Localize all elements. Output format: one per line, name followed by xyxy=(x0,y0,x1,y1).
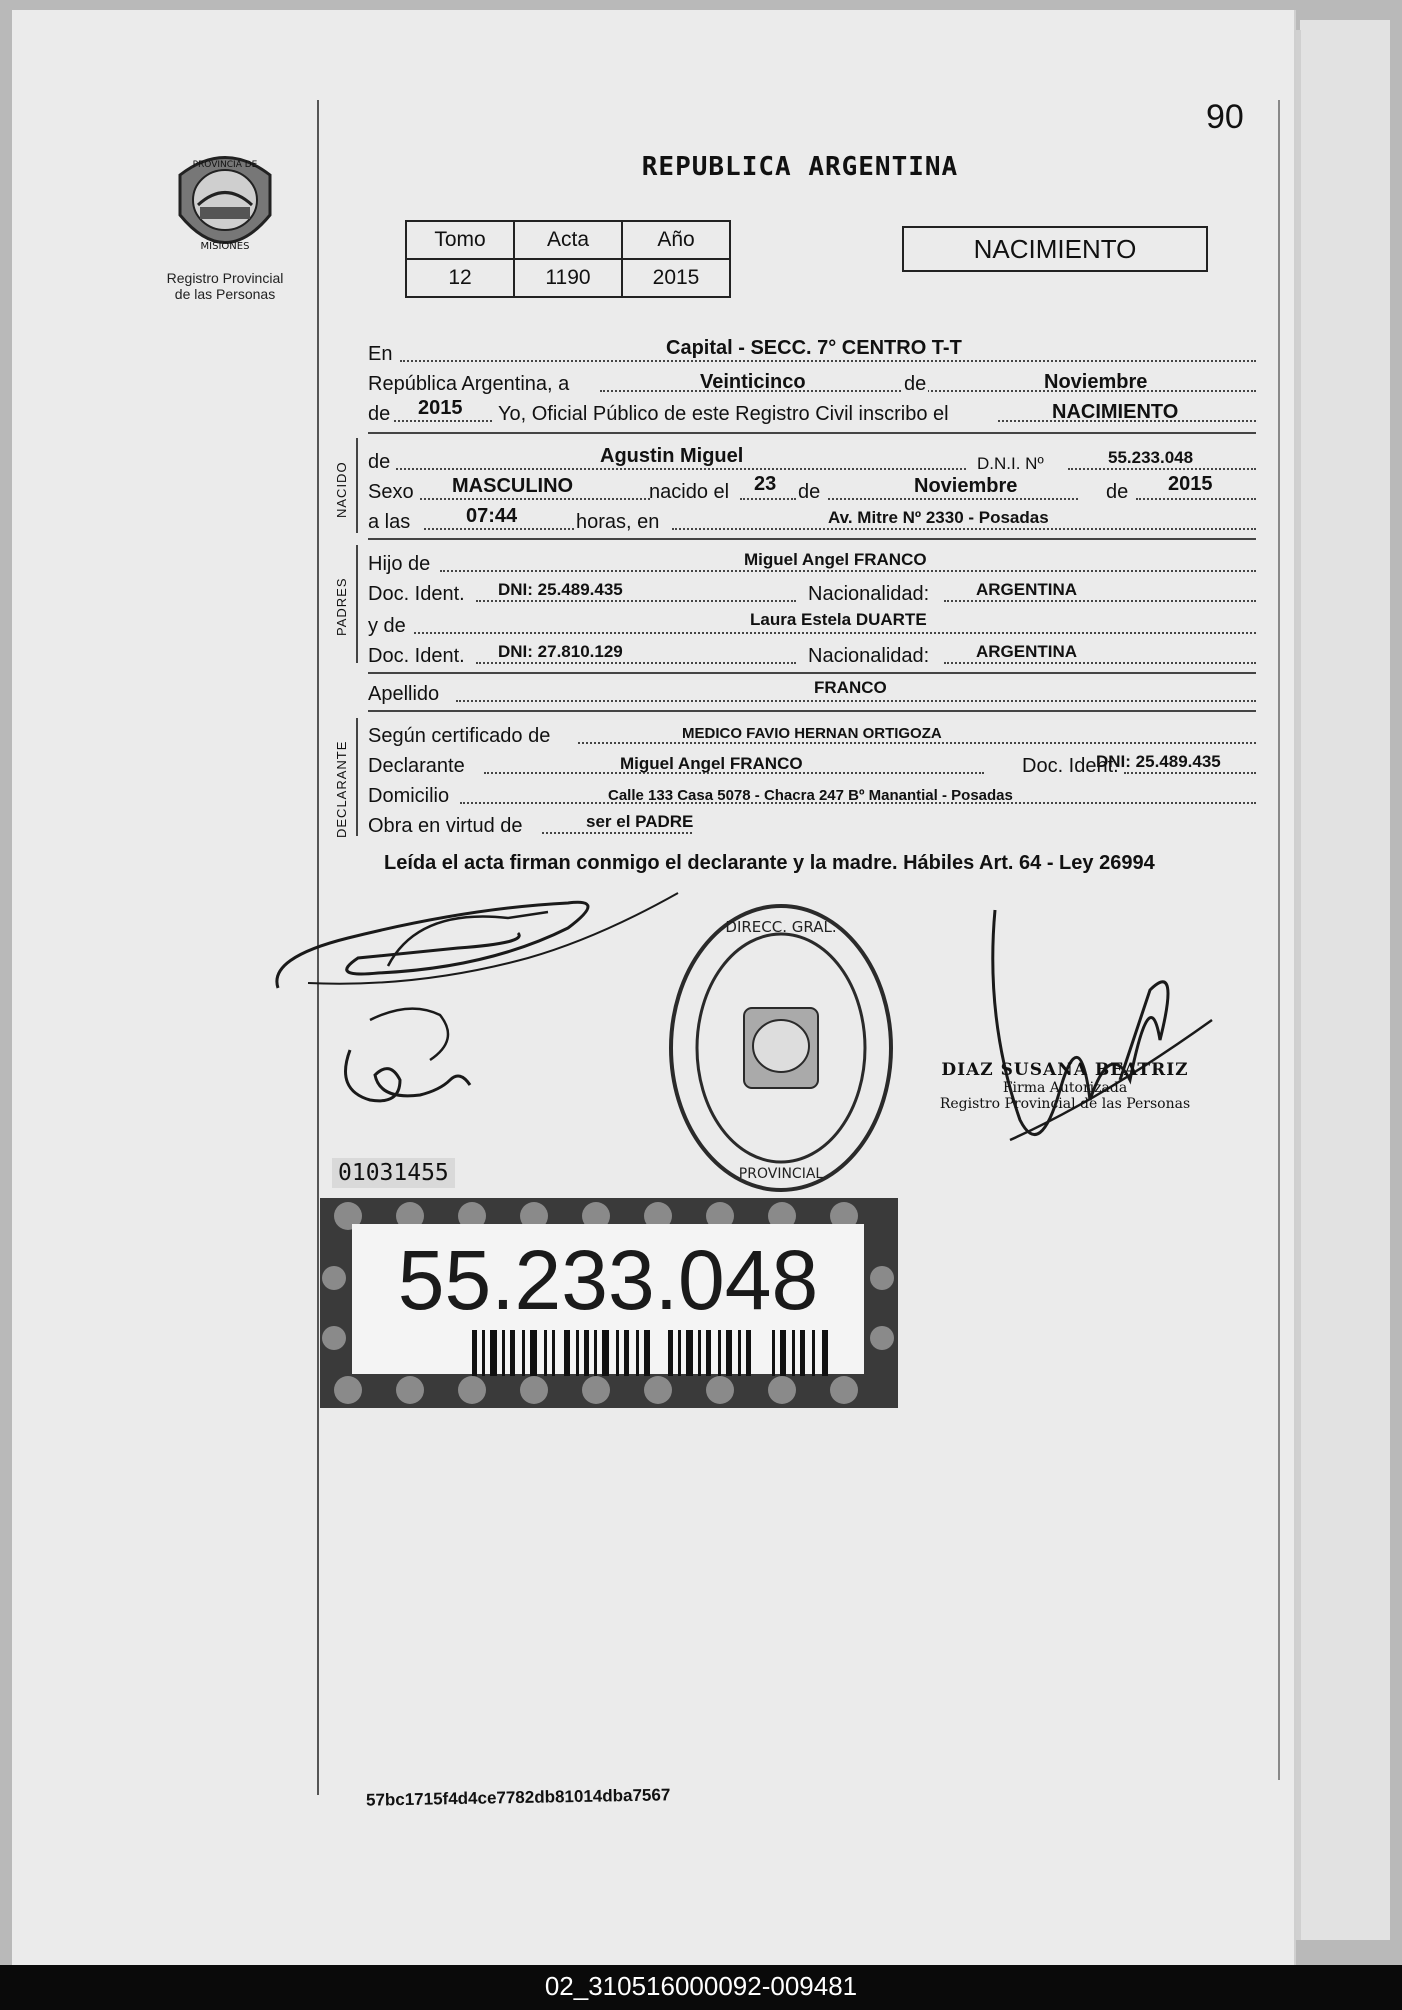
birth-month-value: Noviembre xyxy=(914,475,1018,497)
dotted-fill xyxy=(672,528,1256,530)
svg-text:MISIONES: MISIONES xyxy=(200,241,250,252)
label-declarante: Declarante xyxy=(368,755,465,777)
declarant-doc-value: DNI: 25.489.435 xyxy=(1096,752,1221,771)
registry-stamp xyxy=(664,898,898,1198)
dotted-fill xyxy=(1124,772,1256,774)
row-certificate xyxy=(368,722,1256,750)
row-surname xyxy=(368,680,1256,708)
background-sheet xyxy=(1295,30,1301,1940)
label-domicilio: Domicilio xyxy=(368,785,450,807)
section-bar xyxy=(356,438,358,533)
dotted-fill xyxy=(1068,468,1256,470)
document-type-box: NACIMIENTO xyxy=(902,226,1208,272)
row-mother xyxy=(368,612,1256,640)
section-divider xyxy=(368,710,1256,712)
year-value: 2015 xyxy=(418,397,463,419)
label-horas-en: horas, en xyxy=(576,511,660,533)
label-doc-ident: Doc. Ident. xyxy=(368,583,465,605)
label-apellido: Apellido xyxy=(368,683,440,705)
dotted-fill xyxy=(394,420,492,422)
registry-table xyxy=(405,220,731,298)
father-nationality-value: ARGENTINA xyxy=(976,580,1078,599)
label-de: de xyxy=(904,373,927,395)
registry-value-row xyxy=(406,259,730,297)
mother-nationality-value: ARGENTINA xyxy=(976,642,1078,661)
mother-signature xyxy=(330,1000,480,1110)
label-doc-ident: Doc. Ident. xyxy=(1022,755,1119,777)
address-value: Calle 133 Casa 5078 - Chacra 247 Bº Manantial - Posadas xyxy=(608,787,1013,804)
official-name: DIAZ SUSANA BEATRIZ xyxy=(941,1060,1189,1080)
label-sexo: Sexo xyxy=(368,481,414,503)
registry-value-acta: 1190 xyxy=(514,259,622,297)
dotted-fill xyxy=(944,662,1256,664)
closing-statement: Leída el acta firman conmigo el declarante y la madre. Hábiles Art. 64 - Ley 26994 xyxy=(384,852,1155,874)
province-emblem-icon xyxy=(170,145,280,265)
dotted-fill xyxy=(740,498,796,500)
surname-value: FRANCO xyxy=(814,678,887,697)
section-divider xyxy=(368,672,1256,674)
official-signature xyxy=(980,900,1220,1170)
dotted-fill xyxy=(476,600,796,602)
label-republica: República Argentina, a xyxy=(368,373,570,395)
label-nacido-el: nacido el xyxy=(649,481,730,503)
svg-text:PROVINCIA DE: PROVINCIA DE xyxy=(192,160,258,170)
month-value: Noviembre xyxy=(1044,371,1148,393)
label-dni: D.N.I. Nº xyxy=(977,454,1044,473)
label-de: de xyxy=(368,451,391,473)
section-label-padres: PADRES xyxy=(334,577,349,636)
serial-number: 01031455 xyxy=(332,1158,455,1188)
reason-value: ser el PADRE xyxy=(586,812,694,831)
dotted-fill xyxy=(396,468,966,470)
row-name xyxy=(368,445,1256,476)
dotted-fill xyxy=(944,600,1256,602)
dni-label-number: 55.233.048 xyxy=(397,1233,819,1327)
birth-place-value: Av. Mitre Nº 2330 - Posadas xyxy=(828,508,1049,527)
label-segun-certificado: Según certificado de xyxy=(368,725,551,747)
declarant-name-value: Miguel Angel FRANCO xyxy=(620,754,803,773)
section-divider xyxy=(368,432,1256,434)
section-bar xyxy=(356,718,358,836)
official-office: Registro Provincial de las Personas xyxy=(939,1096,1191,1112)
label-en: En xyxy=(368,343,393,365)
logo-label-line2: de las Personas xyxy=(174,286,276,302)
dotted-fill xyxy=(414,632,1256,634)
dotted-fill xyxy=(542,832,692,834)
father-name-value: Miguel Angel FRANCO xyxy=(744,550,927,569)
section-label-nacido: NACIDO xyxy=(334,461,349,518)
label-obra: Obra en virtud de xyxy=(368,815,523,837)
footer-id: 02_310516000092-009481 xyxy=(544,1971,858,2001)
dotted-fill xyxy=(578,742,1256,744)
logo-label-line1: Registro Provincial xyxy=(166,270,284,286)
official-stamp-text xyxy=(930,1060,1200,1112)
svg-text:PROVINCIAL: PROVINCIAL xyxy=(738,1166,824,1182)
dni-label-sticker xyxy=(320,1198,898,1408)
place-value: Capital - SECC. 7° CENTRO T-T xyxy=(666,337,962,359)
row-en xyxy=(368,337,1256,368)
row-sex xyxy=(368,473,1256,506)
dotted-fill xyxy=(440,570,1256,572)
row-declarant xyxy=(368,752,1256,780)
registry-header-acta: Acta xyxy=(514,221,622,259)
label-a-las: a las xyxy=(368,511,411,533)
row-republica xyxy=(368,370,1256,398)
act-value: NACIMIENTO xyxy=(1052,401,1179,423)
label-nacionalidad: Nacionalidad: xyxy=(808,645,930,667)
background-sheet xyxy=(1300,20,1390,1940)
dotted-fill xyxy=(420,498,650,500)
label-yo: Yo, Oficial Público de este Registro Civil inscribo el xyxy=(498,403,949,425)
declarant-signature xyxy=(268,888,688,1008)
dotted-fill xyxy=(1136,498,1256,500)
row-father-doc xyxy=(368,580,1256,608)
registry-header-row xyxy=(406,221,730,259)
birth-time-value: 07:44 xyxy=(466,505,518,527)
label-hijo-de: Hijo de xyxy=(368,553,431,575)
registry-header-anio: Año xyxy=(622,221,730,259)
label-de: de xyxy=(1106,481,1129,503)
child-name-value: Agustin Miguel xyxy=(600,445,744,467)
dotted-fill xyxy=(456,700,1256,702)
label-doc-ident: Doc. Ident. xyxy=(368,645,465,667)
dotted-fill xyxy=(400,360,1256,362)
barcode xyxy=(472,1330,832,1376)
birth-day-value: 23 xyxy=(754,473,777,495)
day-value: Veinticinco xyxy=(700,371,806,393)
father-doc-value: DNI: 25.489.435 xyxy=(498,580,623,599)
dotted-fill xyxy=(424,528,574,530)
dotted-fill xyxy=(828,498,1078,500)
footer-bar xyxy=(0,1965,1402,2010)
document-hash: 57bc1715f4d4ce7782db81014dba7567 xyxy=(365,1785,671,1810)
registry-value-anio: 2015 xyxy=(622,259,730,297)
right-margin-line xyxy=(1278,100,1280,1780)
registry-header-tomo: Tomo xyxy=(406,221,514,259)
svg-text:DIRECC. GRAL.: DIRECC. GRAL. xyxy=(725,918,837,936)
row-time xyxy=(368,505,1256,536)
section-label-declarante: DECLARANTE xyxy=(334,740,349,838)
page-number: 90 xyxy=(1206,98,1244,136)
mother-name-value: Laura Estela DUARTE xyxy=(750,610,927,629)
row-address xyxy=(368,782,1256,810)
section-divider xyxy=(368,538,1256,540)
sex-value: MASCULINO xyxy=(452,475,574,497)
dni-label-panel xyxy=(352,1224,864,1374)
row-father xyxy=(368,550,1256,578)
dotted-fill xyxy=(476,662,796,664)
mother-doc-value: DNI: 27.810.129 xyxy=(498,642,623,661)
child-dni-value: 55.233.048 xyxy=(1108,448,1194,467)
row-reason xyxy=(368,812,1256,840)
section-bar xyxy=(356,545,358,663)
label-y-de: y de xyxy=(368,615,406,637)
label-nacionalidad: Nacionalidad: xyxy=(808,583,930,605)
registry-value-tomo: 12 xyxy=(406,259,514,297)
row-mother-doc xyxy=(368,642,1256,670)
row-year xyxy=(368,397,1256,428)
registry-logo xyxy=(150,145,300,302)
certificate-value: MEDICO FAVIO HERNAN ORTIGOZA xyxy=(682,725,942,742)
label-de: de xyxy=(798,481,821,503)
birth-year-value: 2015 xyxy=(1168,473,1213,495)
official-role: Firma Autorizada xyxy=(1002,1080,1128,1096)
country-title: REPUBLICA ARGENTINA xyxy=(641,152,959,182)
label-de: de xyxy=(368,403,391,425)
